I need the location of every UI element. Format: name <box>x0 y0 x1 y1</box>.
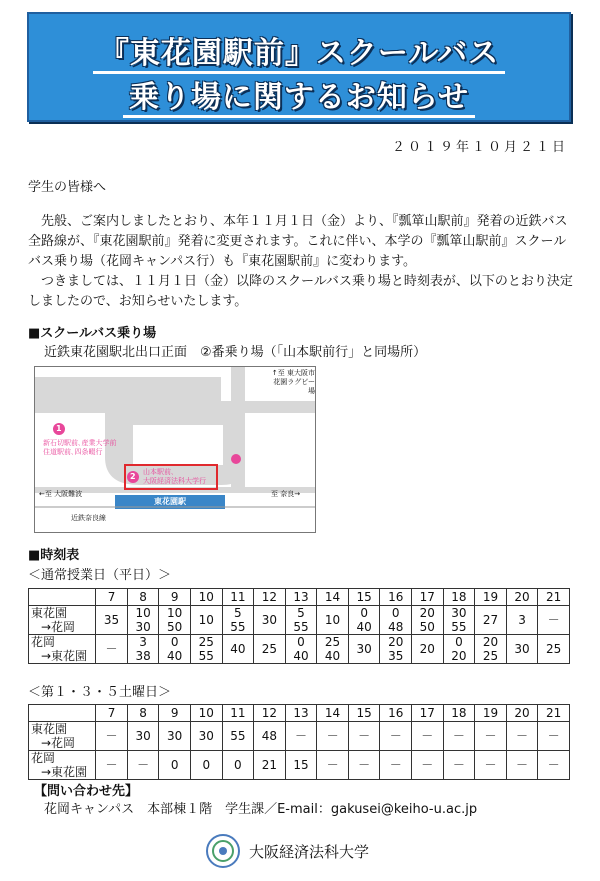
weekday-header-row <box>29 589 570 606</box>
saturday-hour-header: 10 <box>190 705 222 722</box>
saturday-departure-cell <box>222 751 254 780</box>
stop-1-line1: 新石切駅前､産業大学前 <box>43 439 117 447</box>
weekday-departure-cell <box>380 635 412 664</box>
departure-minute: 50 <box>167 620 183 634</box>
station-name: 東花園駅 <box>154 497 186 506</box>
weekday-departure-cell <box>380 606 412 635</box>
departure-minute: － <box>389 758 402 772</box>
departure-minute: － <box>326 758 339 772</box>
saturday-hour-header: 15 <box>348 705 380 722</box>
saturday-hour-header: 18 <box>443 705 475 722</box>
departure-minute: 0 <box>360 606 368 620</box>
rail-line-name: 近鉄奈良線 <box>71 514 106 522</box>
weekday-hour-header: 10 <box>190 589 222 606</box>
saturday-hour-header: 9 <box>159 705 191 722</box>
departure-minute: 40 <box>293 649 309 663</box>
weekday-corner-cell <box>29 589 96 606</box>
weekday-route-label <box>29 635 96 664</box>
weekday-departure-cell <box>348 635 380 664</box>
weekday-title: ＜通常授業日（平日）＞ <box>28 568 172 583</box>
departure-minute: 25 <box>324 635 341 649</box>
departure-minute: 48 <box>388 620 404 634</box>
saturday-timetable <box>28 704 570 780</box>
weekday-hour-header: 18 <box>443 589 475 606</box>
banner-title-line2: 乗り場に関するお知らせ <box>29 72 569 116</box>
stop-heading: ■スクールバス乗り場 <box>28 326 157 341</box>
weekday-departure-cell <box>506 635 538 664</box>
saturday-hour-header: 12 <box>254 705 286 722</box>
weekday-departure-cell <box>127 635 159 664</box>
saturday-departure-cell <box>159 751 191 780</box>
departure-minute: 20 <box>419 642 435 656</box>
weekday-departure-cell <box>285 635 317 664</box>
departure-minute: 21 <box>261 758 278 772</box>
saturday-departure-cell <box>254 722 286 751</box>
weekday-route-row <box>29 635 570 664</box>
university-name: 大阪経済法科大学 <box>249 843 370 861</box>
departure-minute: － <box>484 758 497 772</box>
saturday-departure-cell <box>96 751 128 780</box>
departure-minute: － <box>389 729 402 743</box>
departure-minute: 5 <box>234 606 242 620</box>
weekday-hour-header: 14 <box>317 589 349 606</box>
departure-minute: 40 <box>167 649 183 663</box>
departure-minute: 3 <box>518 613 526 627</box>
departure-minute: 0 <box>170 758 179 772</box>
route-destination: →花岡 <box>41 620 76 634</box>
saturday-departure-cell <box>348 722 380 751</box>
greeting: 学生の皆様へ <box>28 180 107 195</box>
weekday-departure-cell <box>222 606 254 635</box>
weekday-departure-cell <box>412 635 444 664</box>
departure-minute: 30 <box>167 729 183 743</box>
departure-minute: 20 <box>388 635 404 649</box>
weekday-route-label <box>29 606 96 635</box>
saturday-hour-header: 20 <box>506 705 538 722</box>
weekday-departure-cell <box>285 606 317 635</box>
saturday-corner-cell <box>29 705 96 722</box>
saturday-header-row <box>29 705 570 722</box>
departure-minute: 27 <box>482 613 499 627</box>
weekday-departure-cell <box>159 606 191 635</box>
stop-2-line1: 山本駅前､ <box>143 468 175 476</box>
departure-minute: 30 <box>135 729 151 743</box>
weekday-departure-cell <box>443 635 475 664</box>
departure-minute: 38 <box>135 649 151 663</box>
departure-minute: － <box>452 758 465 772</box>
departure-minute: 40 <box>230 642 246 656</box>
timetable-heading: ■時刻表 <box>28 548 80 563</box>
weekday-hour-header: 11 <box>222 589 254 606</box>
saturday-hour-header: 14 <box>317 705 349 722</box>
weekday-departure-cell <box>254 606 286 635</box>
departure-minute: － <box>326 729 339 743</box>
weekday-departure-cell <box>96 606 128 635</box>
route-origin: 東花園 <box>31 722 68 736</box>
departure-minute: 50 <box>419 620 435 634</box>
weekday-hour-header: 7 <box>96 589 128 606</box>
saturday-route-label <box>29 722 96 751</box>
saturday-departure-cell <box>412 751 444 780</box>
weekday-departure-cell <box>190 635 222 664</box>
stop-1-line2: 住道駅前､四条畷行 <box>43 448 103 456</box>
weekday-route-row <box>29 606 570 635</box>
weekday-departure-cell <box>317 635 349 664</box>
map-north-label-2: 花園ラグビー場 <box>273 378 315 395</box>
departure-minute: － <box>547 613 560 627</box>
departure-minute: － <box>516 729 529 743</box>
departure-minute: 20 <box>419 606 435 620</box>
departure-minute: 55 <box>198 649 214 663</box>
stop-location: 近鉄東花園駅北出口正面 ②番乗り場（「山本駅前行」と同場所） <box>44 345 427 360</box>
paragraph-2: つきましては、１１月１日（金）以降のスクールバス乗り場と時刻表が、以下のとおり決定しましたので、お知らせいたします。 <box>28 274 573 309</box>
departure-minute: 20 <box>451 649 467 663</box>
departure-minute: － <box>547 729 560 743</box>
weekday-hour-header: 8 <box>127 589 159 606</box>
departure-minute: － <box>105 758 118 772</box>
orbit-marker <box>231 454 241 464</box>
route-origin: 花岡 <box>31 751 56 765</box>
saturday-departure-cell <box>190 751 222 780</box>
departure-minute: － <box>358 758 371 772</box>
weekday-departure-cell <box>254 635 286 664</box>
departure-minute: 10 <box>324 613 341 627</box>
departure-minute: 55 <box>230 620 246 634</box>
departure-minute: 35 <box>388 649 404 663</box>
saturday-hour-header: 8 <box>127 705 159 722</box>
weekday-departure-cell <box>538 635 570 664</box>
weekday-departure-cell <box>190 606 222 635</box>
contact-heading: 【問い合わせ先】 <box>34 784 139 799</box>
weekday-departure-cell <box>412 606 444 635</box>
departure-minute: 10 <box>135 606 151 620</box>
saturday-departure-cell <box>538 722 570 751</box>
university-emblem-icon <box>205 833 241 869</box>
stop-2-number: 2 <box>130 472 136 481</box>
map-north-label-1: ↑至 東大阪市 <box>271 369 315 377</box>
weekday-hour-header: 19 <box>475 589 507 606</box>
saturday-departure-cell <box>475 751 507 780</box>
saturday-hour-header: 19 <box>475 705 507 722</box>
weekday-departure-cell <box>475 606 507 635</box>
stop-2-line2: 大阪経済法科大学行 <box>143 477 206 485</box>
departure-minute: 40 <box>324 649 341 663</box>
departure-minute: － <box>294 729 307 743</box>
weekday-hour-header: 13 <box>285 589 317 606</box>
departure-minute: 0 <box>391 606 400 620</box>
paragraph-1: 先般、ご案内しましたとおり、本年１１月１日（金）より、『瓢箪山駅前』発着の近鉄バス全路線が、『東花園駅前』発着に変更されます。これに伴い、本学の『瓢箪山駅前』スクールバス乗り場（花岡キャンパス行）も『東花園駅前』に変わります。 <box>28 214 568 269</box>
saturday-route-row <box>29 722 570 751</box>
saturday-departure-cell <box>348 751 380 780</box>
saturday-departure-cell <box>127 722 159 751</box>
saturday-departure-cell <box>317 751 349 780</box>
map-east-label: 至 奈良→ <box>271 490 301 498</box>
saturday-departure-cell <box>285 751 317 780</box>
departure-minute: 30 <box>198 729 214 743</box>
saturday-hour-header: 16 <box>380 705 412 722</box>
saturday-title: ＜第１・３・５土曜日＞ <box>28 685 172 700</box>
route-origin: 東花園 <box>31 606 68 620</box>
weekday-timetable <box>28 588 570 664</box>
weekday-hour-header: 15 <box>348 589 380 606</box>
departure-minute: － <box>516 758 529 772</box>
weekday-hour-header: 9 <box>159 589 191 606</box>
departure-minute: － <box>358 729 371 743</box>
announcement-banner <box>27 12 571 122</box>
departure-minute: － <box>421 729 434 743</box>
departure-minute: － <box>105 642 118 656</box>
departure-minute: 30 <box>451 606 467 620</box>
saturday-departure-cell <box>190 722 222 751</box>
departure-minute: － <box>452 729 465 743</box>
saturday-departure-cell <box>412 722 444 751</box>
departure-minute: 55 <box>451 620 467 634</box>
saturday-departure-cell <box>538 751 570 780</box>
saturday-departure-cell <box>443 722 475 751</box>
departure-minute: － <box>484 729 497 743</box>
weekday-departure-cell <box>127 606 159 635</box>
notice-body <box>28 212 576 312</box>
departure-minute: 25 <box>546 642 562 656</box>
departure-minute: － <box>421 758 434 772</box>
departure-minute: 25 <box>198 635 214 649</box>
weekday-hour-header: 12 <box>254 589 286 606</box>
saturday-hour-header: 11 <box>222 705 254 722</box>
departure-minute: 0 <box>170 635 179 649</box>
weekday-departure-cell <box>538 606 570 635</box>
departure-minute: － <box>547 758 560 772</box>
saturday-departure-cell <box>127 751 159 780</box>
weekday-hour-header: 17 <box>412 589 444 606</box>
departure-minute: 15 <box>293 758 309 772</box>
departure-minute: 40 <box>356 620 372 634</box>
saturday-hour-header: 7 <box>96 705 128 722</box>
departure-minute: 35 <box>103 613 120 627</box>
saturday-departure-cell <box>380 751 412 780</box>
route-destination: →東花園 <box>41 649 88 663</box>
route-destination: →花岡 <box>41 736 76 750</box>
weekday-hour-header: 16 <box>380 589 412 606</box>
departure-minute: 0 <box>234 758 242 772</box>
banner-title-line1: 『東花園駅前』スクールバス <box>29 28 569 72</box>
departure-minute: 10 <box>198 613 214 627</box>
saturday-route-label <box>29 751 96 780</box>
saturday-departure-cell <box>285 722 317 751</box>
saturday-hour-header: 17 <box>412 705 444 722</box>
saturday-departure-cell <box>159 722 191 751</box>
weekday-departure-cell <box>96 635 128 664</box>
departure-minute: 55 <box>293 620 309 634</box>
departure-minute: 0 <box>297 635 305 649</box>
contact-text: 花岡キャンパス 本部棟１階 学生課／E-mail：gakusei@keiho-u.ac.jp <box>44 802 478 817</box>
route-destination: →東花園 <box>41 765 88 779</box>
departure-minute: － <box>105 729 118 743</box>
saturday-departure-cell <box>380 722 412 751</box>
weekday-departure-cell <box>475 635 507 664</box>
notice-date: ２０１９年１０月２１日 <box>391 140 568 155</box>
saturday-departure-cell <box>443 751 475 780</box>
weekday-hour-header: 20 <box>506 589 538 606</box>
departure-minute: 30 <box>356 642 372 656</box>
departure-minute: 30 <box>514 642 530 656</box>
weekday-departure-cell <box>348 606 380 635</box>
weekday-departure-cell <box>506 606 538 635</box>
saturday-departure-cell <box>317 722 349 751</box>
departure-minute: 0 <box>455 635 463 649</box>
saturday-route-row <box>29 751 570 780</box>
weekday-tbody <box>29 589 570 664</box>
departure-minute: － <box>137 758 150 772</box>
map-west-label: ←至 大阪難波 <box>39 490 83 498</box>
departure-minute: 25 <box>261 642 278 656</box>
departure-minute: 30 <box>135 620 151 634</box>
departure-minute: 0 <box>202 758 211 772</box>
university-logo <box>205 833 395 873</box>
saturday-departure-cell <box>506 751 538 780</box>
route-origin: 花岡 <box>31 635 56 649</box>
saturday-departure-cell <box>475 722 507 751</box>
saturday-departure-cell <box>254 751 286 780</box>
weekday-hour-header: 21 <box>538 589 570 606</box>
weekday-departure-cell <box>159 635 191 664</box>
departure-minute: 20 <box>482 635 499 649</box>
saturday-departure-cell <box>222 722 254 751</box>
departure-minute: 25 <box>482 649 499 663</box>
saturday-hour-header: 21 <box>538 705 570 722</box>
weekday-departure-cell <box>443 606 475 635</box>
weekday-departure-cell <box>222 635 254 664</box>
saturday-departure-cell <box>506 722 538 751</box>
saturday-departure-cell <box>96 722 128 751</box>
departure-minute: 3 <box>139 635 147 649</box>
departure-minute: 5 <box>297 606 305 620</box>
stop-1-number: 1 <box>56 424 62 433</box>
saturday-tbody <box>29 705 570 780</box>
departure-minute: 30 <box>261 613 278 627</box>
bus-stop-map <box>34 366 316 533</box>
departure-minute: 48 <box>261 729 278 743</box>
departure-minute: 10 <box>167 606 183 620</box>
saturday-hour-header: 13 <box>285 705 317 722</box>
weekday-departure-cell <box>317 606 349 635</box>
departure-minute: 55 <box>230 729 246 743</box>
